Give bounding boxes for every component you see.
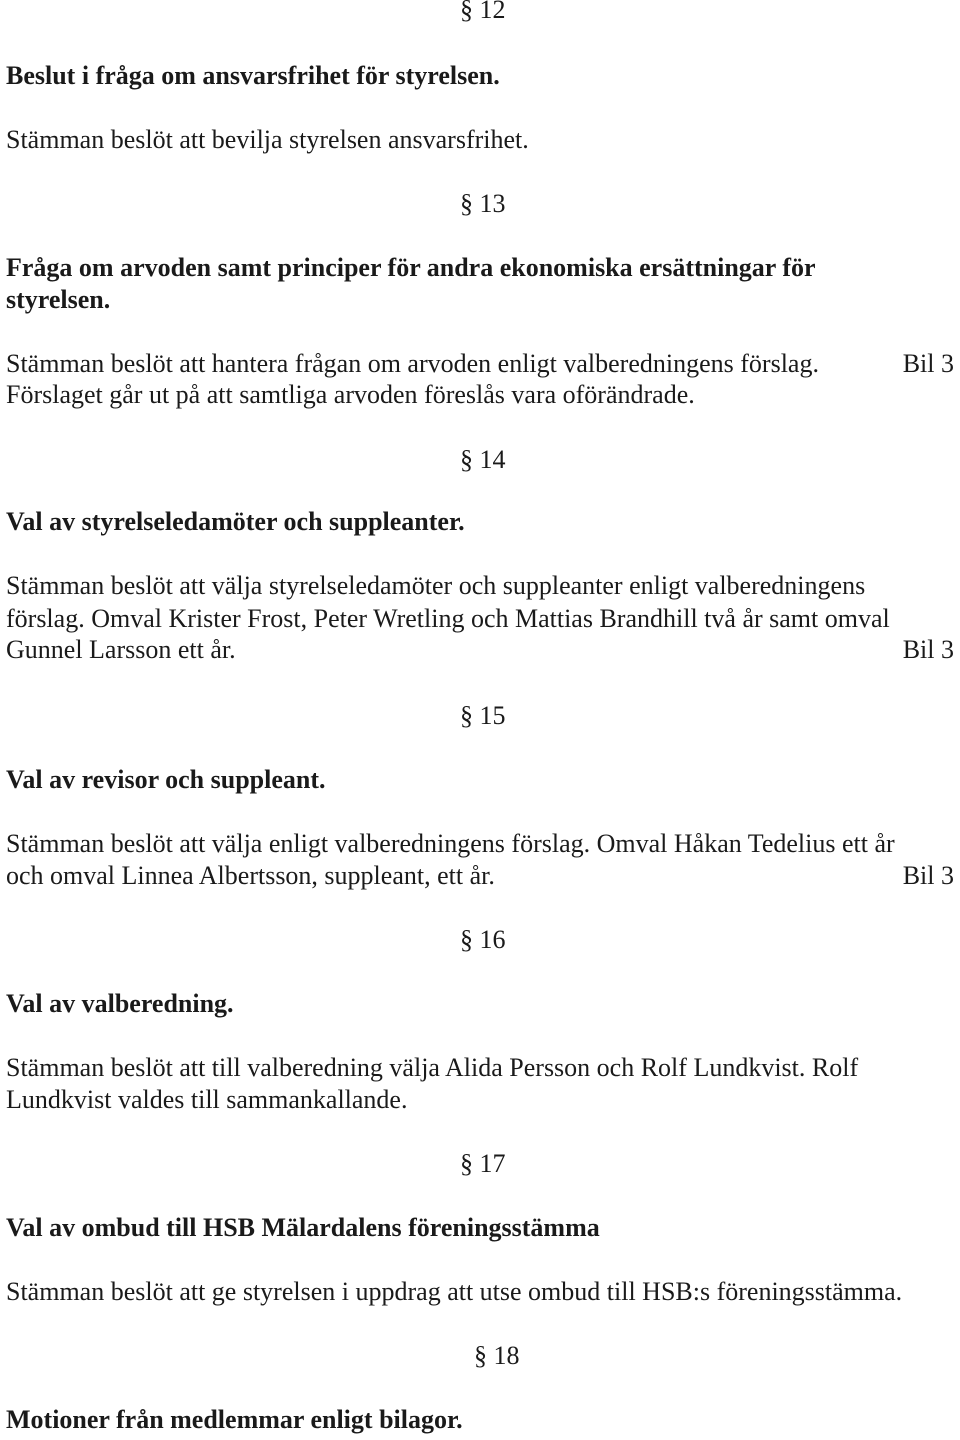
section-text-16-line-2: Lundkvist valdes till sammankallande. <box>6 1085 408 1114</box>
section-heading-13-line-2: styrelsen. <box>6 285 111 314</box>
section-number-15: § 15 <box>460 701 506 730</box>
section-text-14-line-3: Gunnel Larsson ett år. <box>6 635 236 664</box>
attachment-ref-14: Bil 3 <box>902 635 954 664</box>
section-number-12: § 12 <box>460 0 506 24</box>
section-number-17: § 17 <box>460 1149 506 1178</box>
section-text-13-line-1: Stämman beslöt att hantera frågan om arvoden enligt valberedningens förslag. <box>6 349 819 378</box>
section-number-13: § 13 <box>460 189 506 218</box>
section-text-15-line-1: Stämman beslöt att välja enligt valberedningens förslag. Omval Håkan Tedelius ett år <box>6 829 895 858</box>
attachment-ref-13: Bil 3 <box>902 349 954 378</box>
section-heading-17: Val av ombud till HSB Mälardalens föreningsstämma <box>6 1213 600 1242</box>
section-text-17-line-1: Stämman beslöt att ge styrelsen i uppdrag att utse ombud till HSB:s föreningsstämma. <box>6 1277 903 1306</box>
section-heading-12: Beslut i fråga om ansvarsfrihet för styrelsen. <box>6 61 500 90</box>
section-number-18: § 18 <box>474 1341 520 1370</box>
section-text-13-line-2: Förslaget går ut på att samtliga arvoden föreslås vara oförändrade. <box>6 380 695 409</box>
section-heading-16: Val av valberedning. <box>6 989 234 1018</box>
section-number-16: § 16 <box>460 925 506 954</box>
attachment-ref-15: Bil 3 <box>902 861 954 890</box>
section-text-16-line-1: Stämman beslöt att till valberedning välja Alida Persson och Rolf Lundkvist. Rolf <box>6 1053 859 1082</box>
section-text-12-line-1: Stämman beslöt att bevilja styrelsen ansvarsfrihet. <box>6 125 529 154</box>
section-text-14-line-1: Stämman beslöt att välja styrelseledamöter och suppleanter enligt valberedningens <box>6 571 866 600</box>
section-text-15-line-2: och omval Linnea Albertsson, suppleant, ett år. <box>6 861 495 890</box>
section-heading-18: Motioner från medlemmar enligt bilagor. <box>6 1405 463 1434</box>
section-text-14-line-2: förslag. Omval Krister Frost, Peter Wretling och Mattias Brandhill två år samt omval <box>6 604 890 633</box>
section-heading-13-line-1: Fråga om arvoden samt principer för andra ekonomiska ersättningar för <box>6 253 816 282</box>
section-heading-14: Val av styrelseledamöter och suppleanter. <box>6 507 465 536</box>
section-heading-15: Val av revisor och suppleant. <box>6 765 326 794</box>
section-number-14: § 14 <box>460 445 506 474</box>
